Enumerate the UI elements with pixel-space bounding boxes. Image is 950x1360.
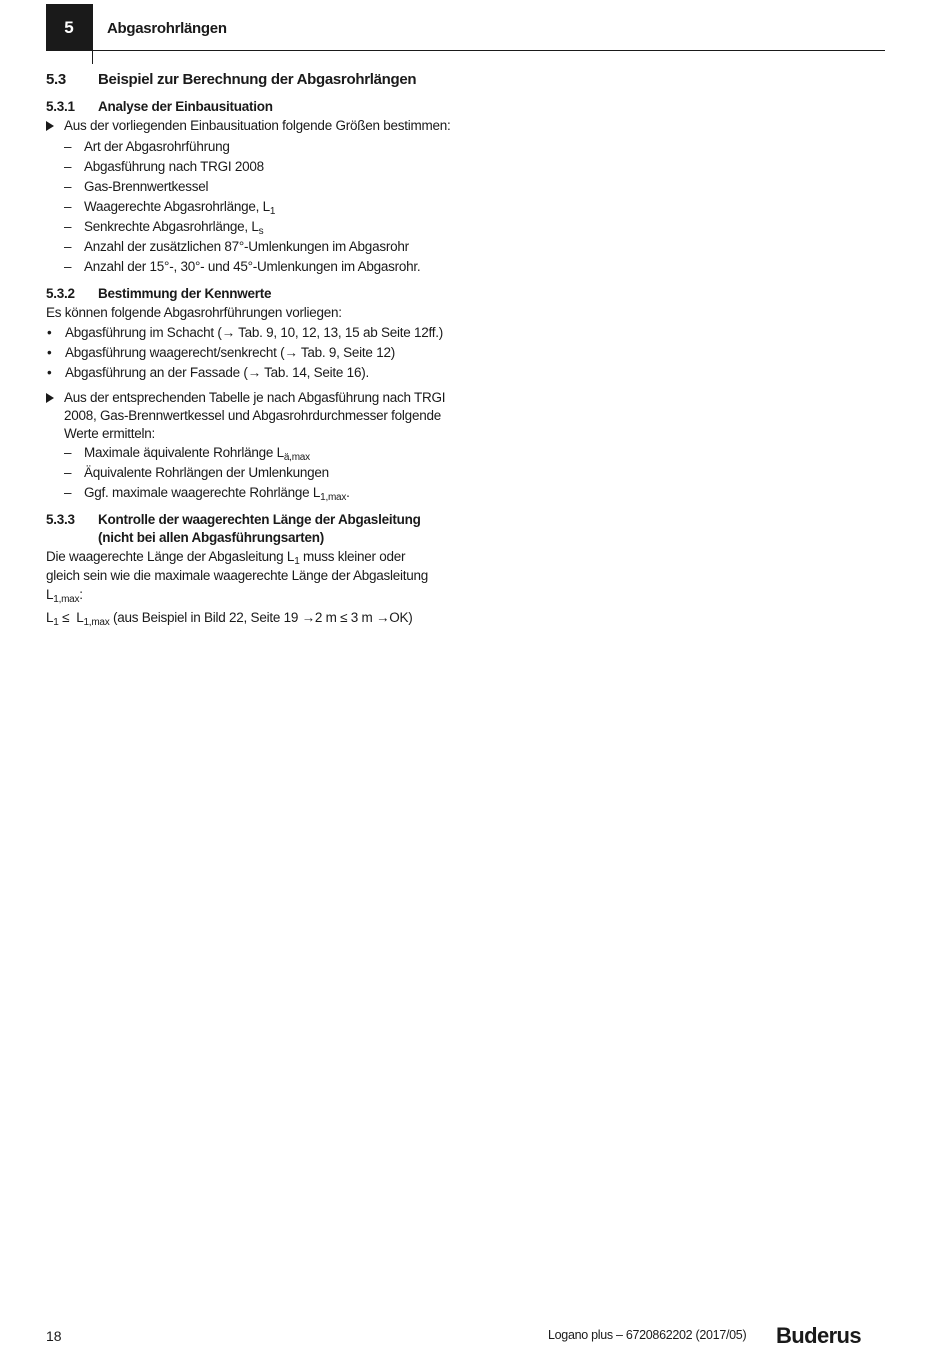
list-item-text: Waagerechte Abgasrohrlänge, L (84, 199, 270, 214)
subsection-heading-1 (46, 98, 456, 116)
subscript: 1 (294, 556, 300, 567)
section-title: Beispiel zur Berechnung der Abgasrohrlängen (98, 71, 417, 88)
subscript: 1 (53, 617, 59, 628)
formula-line (46, 608, 456, 628)
play-arrow-icon (46, 389, 64, 443)
subsection-title: Kontrolle der waagerechten Länge der Abgasleitung (nicht bei allen Abgasführungsarten) (98, 512, 421, 545)
main-content (46, 68, 456, 628)
list-item: – Art der Abgasrohrführung (46, 137, 456, 157)
instruction-text: Aus der entsprechenden Tabelle je nach Abgasführung nach TRGI 2008, Gas-Brennwertkessel und Abgasrohrdurchmesser folgende Werte ermitteln: (64, 390, 446, 441)
bullet-item: • Abgasführung an der Fassade (→ Tab. 14, Seite 16). (46, 363, 456, 383)
bullet-text: Abgasführung im Schacht (→ Tab. 9, 10, 12, 13, 15 ab Seite 12ff.) (65, 325, 443, 340)
list-item: – Abgasführung nach TRGI 2008 (46, 157, 456, 177)
instruction-step (46, 389, 456, 443)
list-item-text: Abgasführung nach TRGI 2008 (84, 159, 264, 174)
play-arrow-icon (46, 116, 64, 137)
subscript: 1 (269, 206, 276, 217)
subsection-heading-3 (46, 511, 456, 547)
intro-paragraph: Es können folgende Abgasrohrführungen vorliegen: (46, 305, 342, 320)
bullet-text: Abgasführung waagerecht/senkrecht (→ Tab. 9, Seite 12) (65, 345, 395, 360)
list-item: – Gas-Brennwertkessel (46, 177, 456, 197)
bullet-item: • Abgasführung im Schacht (→ Tab. 9, 10, 12, 13, 15 ab Seite 12ff.) (46, 323, 456, 343)
bullet-text: Abgasführung an der Fassade (→ Tab. 14, Seite 16). (65, 365, 369, 380)
list-item: – Ggf. maximale waagerechte Rohrlänge $L_{1,max}$. (64, 485, 350, 503)
list-item-text: Äquivalente Rohrlängen der Umlenkungen (84, 465, 329, 480)
chapter-title: Abgasrohrlängen (107, 20, 227, 37)
list-item-text: Anzahl der zusätzlichen 87°-Umlenkungen im Abgasrohr (84, 239, 409, 254)
list-item: – Senkrechte Abgasrohrlänge, $L_s$ (64, 219, 264, 237)
list-item: – Anzahl der 15°-, 30°- und 45°-Umlenkungen im Abgasrohr. (46, 257, 456, 277)
check-paragraph (46, 547, 456, 604)
paragraph-text: muss kleiner oder gleich sein wie die maximale waagerechte Länge der Abgasleitung L (46, 549, 428, 602)
formula-text: ≤ L (58, 610, 84, 625)
list-item-text: Art der Abgasrohrführung (84, 139, 230, 154)
subscript: 1,max (83, 617, 110, 628)
list-item: – Waagerechte Abgasrohrlänge, $L_1$ (64, 199, 276, 217)
subscript: s (258, 226, 264, 237)
punctuation: : (79, 587, 83, 602)
page-number: 18 (46, 1328, 62, 1344)
subsection-title: Bestimmung der Kennwerte (98, 286, 272, 301)
subsection-heading-2 (46, 285, 456, 303)
document-reference: Logano plus – 6720862202 (2017/05) (548, 1328, 747, 1342)
subscript: 1,max (53, 594, 80, 605)
formula-text: L (46, 610, 54, 625)
chapter-number: 5 (64, 17, 74, 37)
subsection-title: Analyse der Einbausituation (98, 99, 273, 114)
list-item-text: Ggf. maximale waagerechte Rohrlänge L (84, 485, 321, 500)
formula-text: (aus Beispiel in Bild 22, Seite 19 →2 m ≤ 3 m →OK) (109, 610, 413, 625)
list-item-text: Maximale äquivalente Rohrlänge L (84, 445, 284, 460)
subsection-number: 5.3.2 (46, 286, 75, 301)
subsection-number: 5.3.1 (46, 99, 75, 114)
header-rule (92, 50, 885, 51)
instruction-text: Aus der vorliegenden Einbausituation folgende Größen bestimmen: (64, 118, 451, 133)
instruction-step (46, 116, 456, 137)
subscript: ä,max (283, 452, 310, 463)
header-divider-vertical (92, 4, 93, 64)
list-item-text: Gas-Brennwertkessel (84, 179, 209, 194)
list-item-text: Anzahl der 15°-, 30°- und 45°-Umlenkungen im Abgasrohr. (84, 259, 421, 274)
bullet-item: • Abgasführung waagerecht/senkrecht (→ Tab. 9, Seite 12) (46, 343, 456, 363)
list-item: – Äquivalente Rohrlängen der Umlenkungen (46, 463, 456, 483)
subsection-number: 5.3.3 (46, 512, 75, 527)
punctuation: . (346, 485, 350, 500)
section-heading (46, 70, 456, 90)
list-item: – Maximale äquivalente Rohrlänge $L_{ä,max}$ (64, 445, 310, 463)
buderus-logo: Buderus (776, 1323, 862, 1348)
chapter-number-box (46, 4, 92, 51)
paragraph-text: Die waagerechte Länge der Abgasleitung L (46, 549, 295, 564)
list-item-text: Senkrechte Abgasrohrlänge, L (84, 219, 259, 234)
section-number: 5.3 (46, 71, 66, 88)
subscript: 1,max (320, 492, 347, 503)
list-item: – Anzahl der zusätzlichen 87°-Umlenkungen im Abgasrohr (46, 237, 456, 257)
